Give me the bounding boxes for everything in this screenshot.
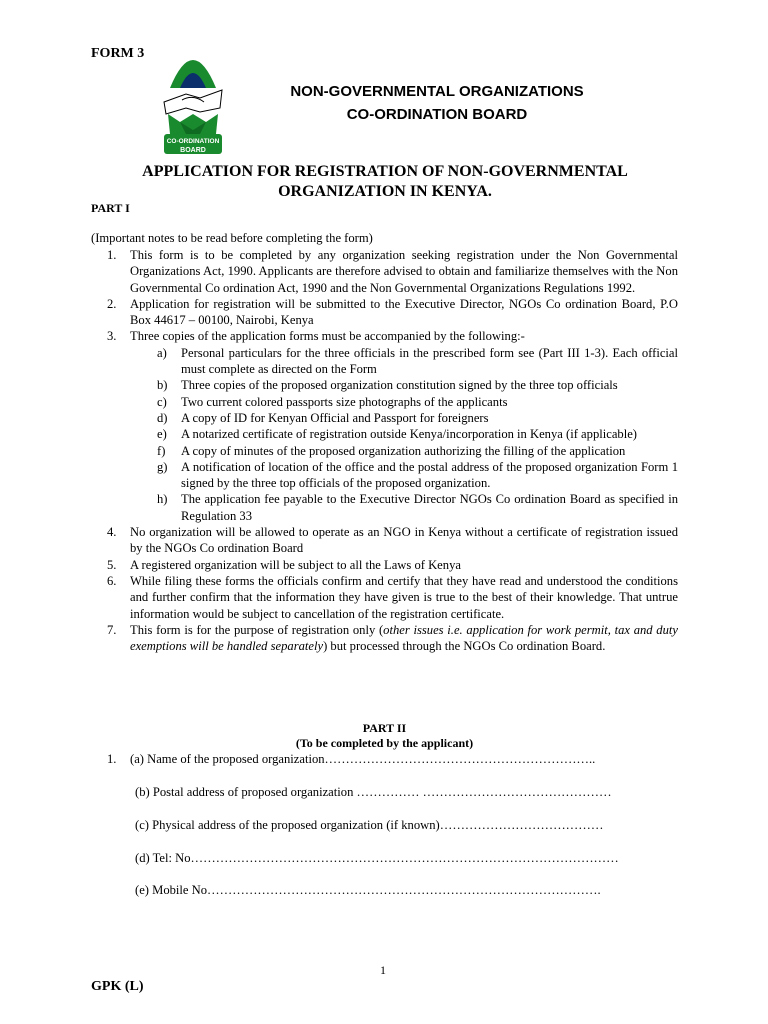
telephone-field[interactable]: (d) Tel: No………………………………………………………………………………………… [135, 851, 619, 865]
sub-list-item [91, 394, 678, 410]
item-number: 5. [107, 557, 117, 572]
sub-list-item [91, 345, 678, 378]
list-item [91, 296, 678, 329]
logo-text-bottom1: CO-ORDINATION [166, 138, 220, 145]
sub-list-item [91, 426, 678, 442]
item-number: 1. [107, 248, 117, 262]
part-two-subtitle: (To be completed by the applicant) [295, 736, 474, 750]
page-number: 1 [380, 963, 386, 977]
application-title-line1: APPLICATION FOR REGISTRATION OF NON-GOVERNMENTAL [142, 163, 628, 180]
application-title [90, 162, 680, 202]
list-item [91, 557, 678, 573]
sub-item-letter: b) [157, 378, 168, 393]
sub-list-item [91, 443, 678, 459]
postal-address-field[interactable]: (b) Postal address of proposed organization …………… ……………………………………… [135, 785, 612, 799]
sub-item-text: The application fee payable to the Executive Director NGOs Co ordination Board as specified in Regulation 33 [181, 492, 678, 523]
org-title-line2: CO-ORDINATION BOARD [346, 106, 528, 123]
sub-item-letter: f) [157, 443, 166, 458]
item-number: 4. [107, 525, 117, 540]
sub-item-text: A copy of ID for Kenyan Official and Passport for foreigners [181, 410, 489, 425]
sub-item-letter: g) [157, 459, 168, 474]
sub-item-letter: c) [157, 394, 167, 409]
item-text: This form is for the purpose of registration only ( [130, 622, 384, 637]
list-item [91, 524, 678, 557]
list-item [91, 328, 678, 344]
item-text: Three copies of the application forms must be accompanied by the following:- [130, 329, 525, 344]
item-text: A registered organization will be subject to all the Laws of Kenya [130, 557, 461, 572]
item-number: 2. [107, 296, 117, 311]
logo-text-bottom2: BOARD [180, 147, 206, 154]
logo-text-top: NGOs [181, 45, 205, 54]
sub-list-item [91, 491, 678, 524]
item-text: This form is to be completed by any organization seeking registration under the Non Governmental Organizations Act, 1990. Applicants are therefore advised to obtain and familiarize themselves with the Non Governmental Co ordination Act, 1990 and the Non Governmental Organizations Regulations 1992. [130, 248, 678, 295]
instructions-list [91, 247, 678, 654]
part-one-label: PART I [91, 201, 130, 215]
org-title-line1: NON-GOVERNMENTAL ORGANIZATIONS [290, 83, 584, 100]
list-item [91, 573, 678, 622]
form-label: FORM 3 [91, 46, 145, 61]
item-number: 7. [107, 622, 117, 637]
org-name-field[interactable]: (a) Name of the proposed organization……………………………………………………….. [130, 752, 596, 766]
part-two-label: PART II [362, 721, 407, 735]
ngo-board-logo [160, 40, 226, 158]
mobile-field[interactable]: (e) Mobile No…………………………………………………………………………………. [135, 883, 601, 897]
part-two-header [91, 721, 678, 751]
important-notes-intro: (Important notes to be read before completing the form) [91, 231, 373, 245]
item-number: 1. [107, 752, 117, 766]
physical-address-field[interactable]: (c) Physical address of the proposed organization (if known)………………………………… [135, 818, 604, 832]
item-text: No organization will be allowed to operate as an NGO in Kenya without a certificate of registration issued by the NGOs Co ordination Board [130, 525, 678, 556]
sub-item-text: Personal particulars for the three officials in the prescribed form see (Part III 1-3). Each official must complete as directed on the Form [181, 345, 678, 377]
item-number: 3. [107, 329, 117, 344]
sub-item-text: Three copies of the proposed organization constitution signed by the three top officials [181, 378, 618, 393]
list-item [91, 247, 678, 296]
item-text: Application for registration will be submitted to the Executive Director, NGOs Co ordination Board, P.O Box 44617 – 00100, Nairobi, Kenya [130, 296, 678, 328]
sub-item-letter: h) [157, 492, 168, 507]
sub-item-text: A notarized certificate of registration outside Kenya/incorporation in Kenya (if applicable) [181, 427, 637, 442]
sub-list-item [91, 377, 678, 393]
sub-item-text: A notification of location of the office and the postal address of the proposed organization Form 1 signed by the three top officials of the proposed organization. [181, 459, 678, 491]
sub-list-item [91, 459, 678, 492]
application-title-line2: ORGANIZATION IN KENYA. [278, 183, 492, 200]
sub-item-letter: d) [157, 410, 168, 425]
sub-item-letter: a) [157, 345, 167, 360]
sub-list-item [91, 410, 678, 426]
item-text: ) but processed through the NGOs Co ordination Board. [323, 639, 606, 654]
footer-code: GPK (L) [91, 979, 144, 994]
item-text-italic: other issues i.e. application for work permit, tax and duty exemptions will be handled separately [130, 622, 678, 654]
item-number: 6. [107, 573, 117, 588]
sub-item-text: A copy of minutes of the proposed organization authorizing the filling of the application [181, 443, 626, 458]
list-item [91, 622, 678, 655]
sub-item-letter: e) [157, 427, 167, 442]
item-text: While filing these forms the officials confirm and certify that they have read and understood the conditions and further confirm that the information they have given is true to the best of their knowledge. That untrue information would be subject to cancellation of the registration certificate. [130, 573, 678, 621]
sub-item-text: Two current colored passports size photographs of the applicants [181, 394, 508, 409]
